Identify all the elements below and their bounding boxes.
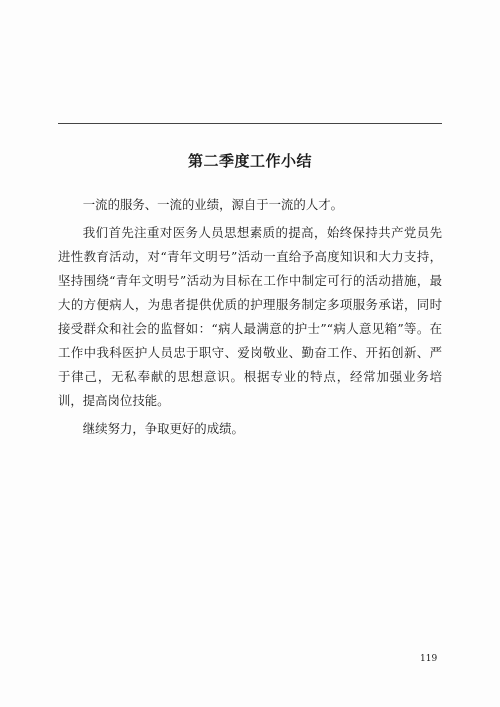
page-number: 119 (420, 654, 438, 664)
page-title: 第二季度工作小结 (187, 152, 312, 170)
paragraph-2: 我们首先注重对医务人员思想素质的提高，始终保持共产党员先进性教育活动，对“青年文明号”活动一直给予高度知识和大力支持，坚持围绕“青年文明号”活动为目标在工作中制定可行的活动措施，最大的方便病人，为患者提供优质的护理服务制定多项服务承诺，同时接受群众和社会的监督如：“病人最满意的护士”“病人意见箱”等。在工作中我科医护人员忠于职守、爱岗敬业、勤奋工作、开拓创新、严于律己，无私奉献的思想意识。根据专业的特点，经常加强业务培训，提高岗位技能。 (58, 225, 442, 408)
body-text (58, 193, 442, 441)
header-rule (58, 123, 442, 124)
paragraph-3: 继续努力，争取更好的成绩。 (82, 421, 244, 436)
paragraph-1: 一流的服务、一流的业绩，源自于一流的人才。 (82, 197, 343, 212)
